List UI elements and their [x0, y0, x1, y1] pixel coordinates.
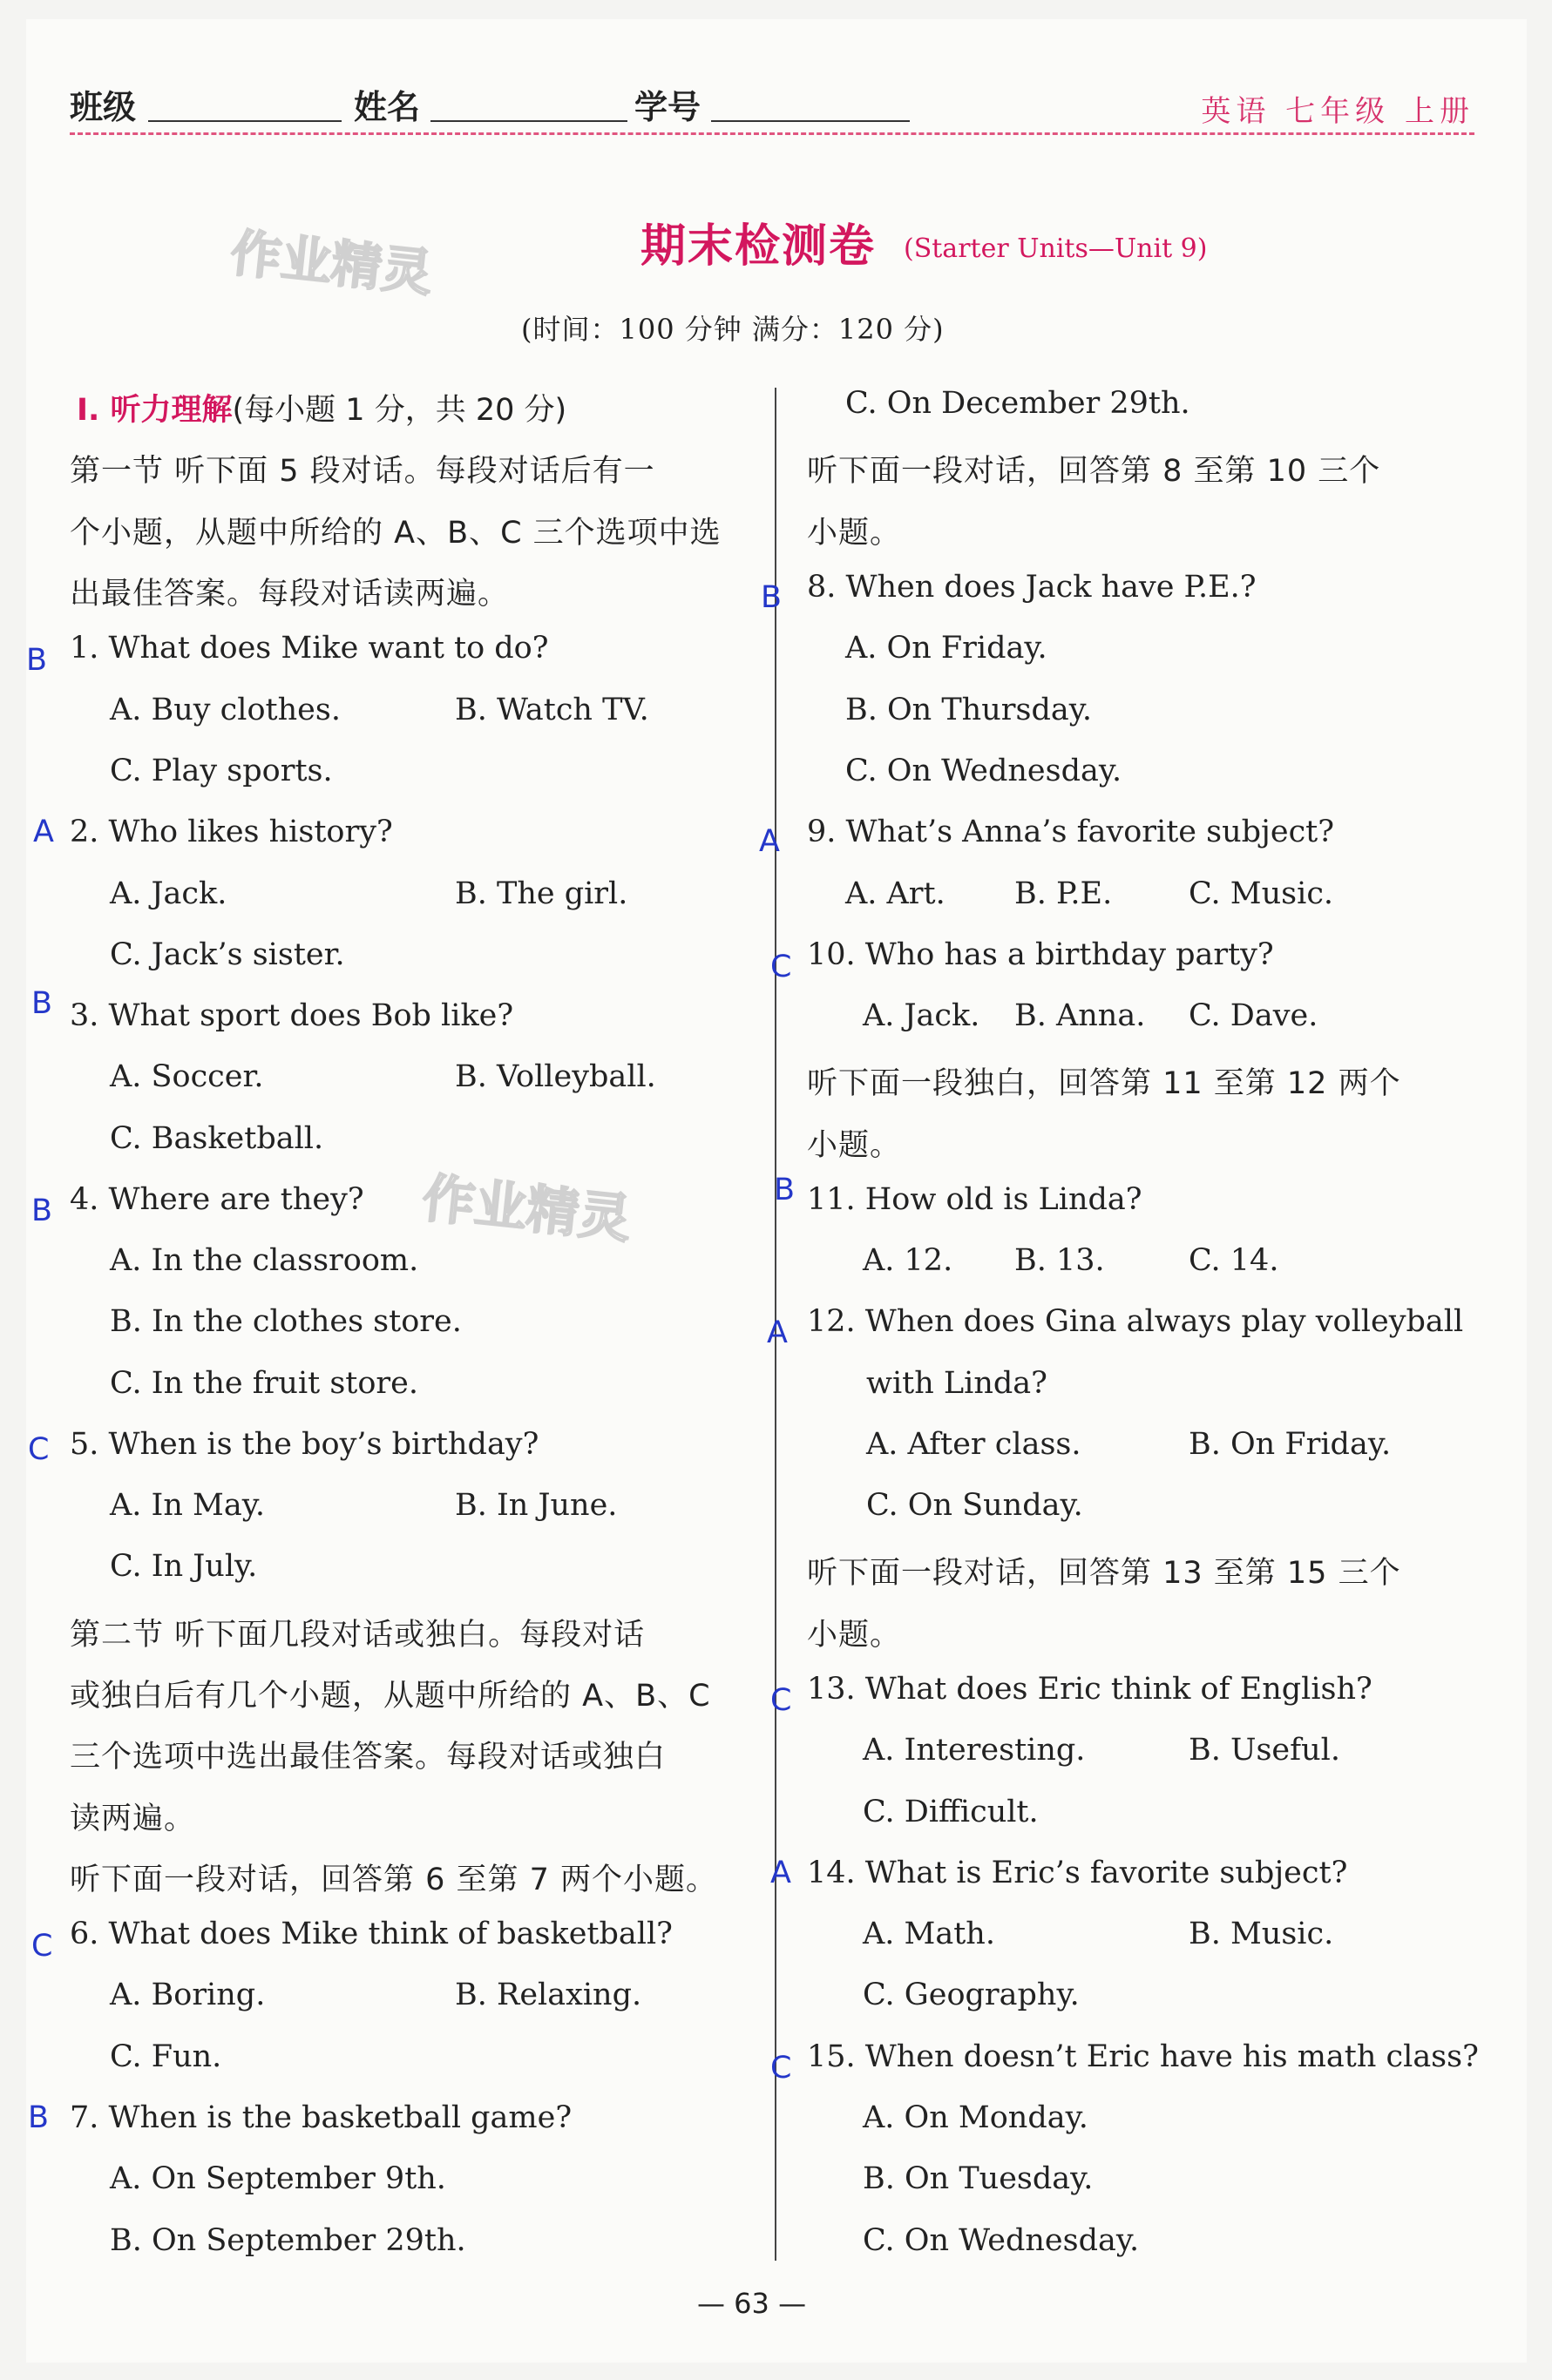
option-c[interactable]: C. In the fruit store.: [110, 1366, 418, 1401]
option-c[interactable]: C. Play sports.: [110, 754, 333, 788]
class-label: 班级: [70, 88, 137, 126]
section-heading: [77, 386, 566, 429]
question-stem: 1. What does Mike want to do?: [70, 631, 549, 666]
class-blank[interactable]: [148, 120, 342, 122]
question-stem: 15. When doesn’t Eric have his math class?: [807, 2039, 1479, 2074]
answer-mark: B: [28, 2100, 50, 2135]
option-a[interactable]: A. 12.: [863, 1243, 953, 1278]
instruction-line: 三个选项中选出最佳答案。每段对话或独白: [70, 1740, 667, 1775]
question-stem: 7. When is the basketball game?: [70, 2100, 573, 2135]
page-number: — 63 —: [697, 2287, 807, 2320]
option-b[interactable]: B. P.E.: [1014, 876, 1113, 911]
group-instruction: 小题。: [807, 1128, 902, 1163]
option-c[interactable]: C. Dave.: [1189, 998, 1318, 1033]
id-label: 学号: [634, 88, 701, 126]
answer-mark: B: [31, 986, 53, 1021]
option-c[interactable]: C. In July.: [110, 1549, 258, 1584]
question-stem: 6. What does Mike think of basketball?: [70, 1917, 673, 1951]
option-b[interactable]: B. Music.: [1189, 1917, 1334, 1951]
option-c[interactable]: C. Difficult.: [863, 1795, 1039, 1829]
answer-mark: A: [770, 1856, 791, 1890]
option-b[interactable]: B. On Tuesday.: [863, 2161, 1094, 2196]
group-instruction: 听下面一段对话，回答第 8 至第 10 三个: [807, 454, 1381, 489]
option-c[interactable]: C. On Sunday.: [866, 1488, 1083, 1523]
option-a[interactable]: A. After class.: [866, 1427, 1081, 1462]
instruction-line: 第二节 听下面几段对话或独白。每段对话: [70, 1618, 646, 1653]
question-stem: 10. Who has a birthday party?: [807, 937, 1274, 972]
group-instruction: 听下面一段独白，回答第 11 至第 12 两个: [807, 1066, 1401, 1101]
option-c[interactable]: C. 14.: [1189, 1243, 1279, 1278]
watermark-logo: 作业精灵: [419, 1167, 634, 1251]
question-stem: 13. What does Eric think of English?: [807, 1672, 1372, 1707]
header-divider: [70, 132, 1474, 135]
option-a[interactable]: A. Jack.: [863, 998, 980, 1033]
option-b[interactable]: B. On September 29th.: [110, 2223, 466, 2258]
option-c[interactable]: C. Basketball.: [110, 1121, 324, 1156]
question-stem: 8. When does Jack have P.E.?: [807, 570, 1257, 605]
student-info-header: [70, 80, 1474, 132]
answer-mark: C: [770, 2051, 792, 2086]
option-b[interactable]: B. 13.: [1014, 1243, 1105, 1278]
name-label: 姓名: [354, 88, 421, 126]
question-stem: 14. What is Eric’s favorite subject?: [807, 1856, 1348, 1890]
subject-label: 英语 七年级 上册: [1201, 94, 1474, 129]
instruction-line: 读两遍。: [70, 1802, 196, 1836]
option-a[interactable]: A. In the classroom.: [110, 1243, 419, 1278]
option-a[interactable]: A. Boring.: [110, 1978, 266, 2012]
option-b[interactable]: B. Volleyball.: [455, 1059, 656, 1094]
page-title: 期末检测卷: [640, 220, 877, 273]
question-stem: 11. How old is Linda?: [807, 1182, 1142, 1217]
option-a[interactable]: A. Art.: [845, 876, 945, 911]
answer-mark: C: [770, 1683, 792, 1718]
option-a[interactable]: A. On Friday.: [845, 631, 1047, 666]
option-b[interactable]: B. Useful.: [1189, 1733, 1340, 1768]
question-stem: 5. When is the boy’s birthday?: [70, 1427, 539, 1462]
option-b[interactable]: B. Relaxing.: [455, 1978, 642, 2012]
option-a[interactable]: A. In May.: [110, 1488, 265, 1523]
question-stem: 9. What’s Anna’s favorite subject?: [807, 815, 1335, 849]
answer-mark: A: [759, 824, 780, 859]
option-b[interactable]: B. Watch TV.: [455, 693, 649, 727]
answer-mark: B: [761, 580, 783, 615]
answer-mark: A: [33, 815, 54, 849]
answer-mark: B: [26, 643, 48, 678]
section-title: Ⅰ. 听力理解: [77, 393, 233, 428]
group-instruction: 听下面一段对话，回答第 13 至第 15 三个: [807, 1556, 1401, 1591]
option-a[interactable]: A. Jack.: [110, 876, 227, 911]
option-c[interactable]: C. Music.: [1189, 876, 1334, 911]
answer-mark: B: [774, 1173, 796, 1207]
option-b[interactable]: B. In June.: [455, 1488, 618, 1523]
instruction-line: 个小题，从题中所给的 A、B、C 三个选项中选: [70, 516, 722, 551]
answer-mark: C: [770, 950, 792, 984]
id-blank[interactable]: [711, 120, 910, 122]
instruction-line: 出最佳答案。每段对话读两遍。: [70, 577, 510, 612]
answer-mark: A: [767, 1315, 788, 1350]
option-a[interactable]: A. Interesting.: [863, 1733, 1086, 1768]
option-b[interactable]: B. On Friday.: [1189, 1427, 1392, 1462]
option-a[interactable]: A. Math.: [863, 1917, 995, 1951]
option-c[interactable]: C. Geography.: [863, 1978, 1080, 2012]
option-c[interactable]: C. Jack’s sister.: [110, 937, 345, 972]
section-score-note: (每小题 1 分，共 20 分): [232, 393, 567, 428]
option-c[interactable]: C. On Wednesday.: [863, 2223, 1140, 2258]
option-b[interactable]: B. The girl.: [455, 876, 628, 911]
option-b[interactable]: B. Anna.: [1014, 998, 1146, 1033]
option-b[interactable]: B. In the clothes store.: [110, 1304, 462, 1339]
option-a[interactable]: A. Soccer.: [110, 1059, 264, 1094]
question-stem: 4. Where are they?: [70, 1182, 364, 1217]
question-stem: 12. When does Gina always play volleyball: [807, 1304, 1464, 1339]
option-c[interactable]: C. On December 29th.: [845, 386, 1190, 421]
option-a[interactable]: A. On Monday.: [863, 2100, 1088, 2135]
option-a[interactable]: A. Buy clothes.: [110, 693, 341, 727]
option-b[interactable]: B. On Thursday.: [845, 693, 1092, 727]
question-stem: 3. What sport does Bob like?: [70, 998, 514, 1033]
option-c[interactable]: C. On Wednesday.: [845, 754, 1122, 788]
group-instruction: 小题。: [807, 1618, 902, 1653]
question-stem: 2. Who likes history?: [70, 815, 393, 849]
name-blank[interactable]: [430, 120, 627, 122]
answer-mark: B: [31, 1193, 53, 1228]
group-instruction: 听下面一段对话，回答第 6 至第 7 两个小题。: [70, 1863, 718, 1897]
answer-mark: C: [31, 1929, 53, 1964]
answer-mark: C: [28, 1432, 50, 1467]
question-stem-cont: with Linda?: [866, 1366, 1047, 1401]
title-scope: (Starter Units—Unit 9): [904, 233, 1208, 264]
option-c[interactable]: C. Fun.: [110, 2039, 222, 2074]
option-a[interactable]: A. On September 9th.: [110, 2161, 446, 2196]
instruction-line: 或独白后有几个小题，从题中所给的 A、B、C: [70, 1679, 711, 1714]
time-and-score: (时间：100 分钟 满分：120 分): [521, 313, 945, 346]
group-instruction: 小题。: [807, 516, 902, 551]
watermark-logo: 作业精灵: [227, 223, 436, 303]
instruction-line: 第一节 听下面 5 段对话。每段对话后有一: [70, 454, 655, 489]
